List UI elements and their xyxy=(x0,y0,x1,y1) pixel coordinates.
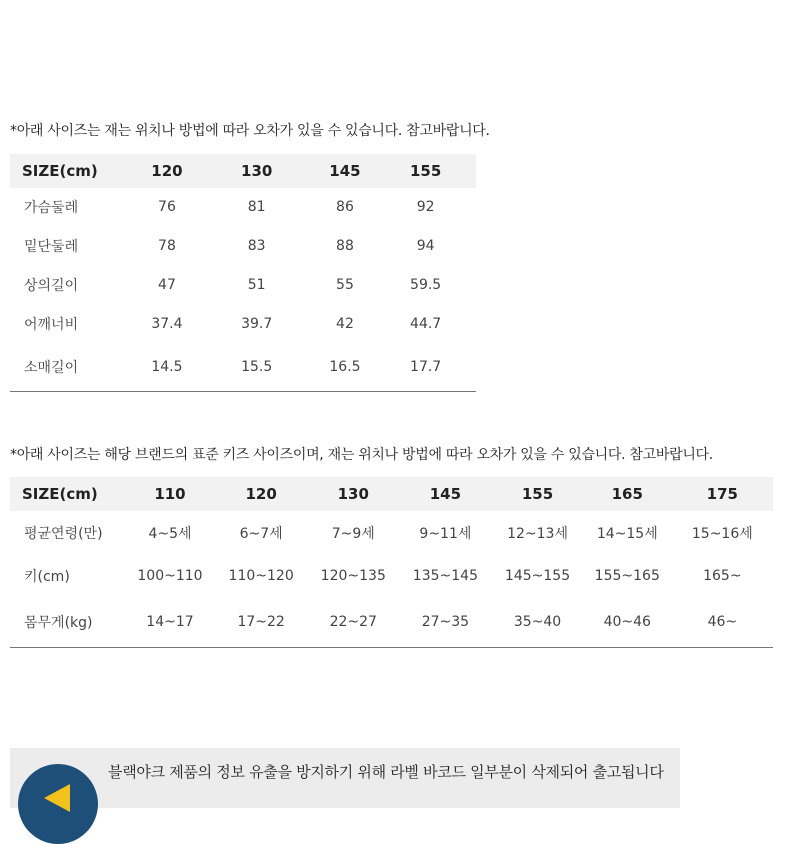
size-note-1: *아래 사이즈는 재는 위치나 방법에 따라 오차가 있을 수 있습니다. 참고바랍니다. xyxy=(10,123,490,139)
table-cell: 키(cm) xyxy=(24,568,70,585)
table-cell: 145~155 xyxy=(504,567,571,584)
table-header-row xyxy=(10,477,773,511)
megaphone-icon xyxy=(18,764,98,844)
table-header-cell: SIZE(cm) xyxy=(10,477,126,511)
table-cell: 51 xyxy=(247,276,266,293)
table-cell: 37.4 xyxy=(151,315,183,332)
table-row xyxy=(10,304,476,343)
table-header-cell: SIZE(cm) xyxy=(10,154,135,188)
table-cell: 12~13세 xyxy=(507,525,568,542)
table-cell: 어깨너비 xyxy=(24,316,79,333)
table-cell: 7~9세 xyxy=(331,525,375,542)
table-row xyxy=(10,188,476,227)
size-table-measurements xyxy=(10,154,476,392)
table-row xyxy=(10,266,476,305)
table-header-cell: 155 xyxy=(375,154,476,188)
table-cell: 14~15세 xyxy=(596,525,658,542)
table-header-cell: 120 xyxy=(135,154,198,188)
table-cell: 상의길이 xyxy=(24,277,79,294)
barcode-notice xyxy=(10,748,680,808)
table-cell: 몸무게(kg) xyxy=(24,615,93,631)
table-header-cell: 130 xyxy=(308,477,399,511)
table-header-cell: 130 xyxy=(199,154,315,188)
table-cell: 83 xyxy=(247,238,266,255)
table-header-cell: 110 xyxy=(126,477,215,511)
table-cell: 27~35 xyxy=(421,614,470,630)
table-cell: 76 xyxy=(158,199,176,216)
table-row xyxy=(10,554,773,597)
table-cell: 155~165 xyxy=(594,567,660,584)
table-cell: 밑단둘레 xyxy=(24,239,79,256)
table-cell: 165~ xyxy=(703,567,742,584)
table-header-cell: 145 xyxy=(399,477,493,511)
table-cell: 39.7 xyxy=(241,315,273,332)
table-cell: 15.5 xyxy=(241,359,273,376)
table-cell: 88 xyxy=(336,238,354,255)
table-row xyxy=(10,343,476,392)
table-cell: 120~135 xyxy=(320,567,386,584)
table-header-cell: 165 xyxy=(583,477,672,511)
table-cell: 55 xyxy=(336,276,354,293)
table-cell: 22~27 xyxy=(329,614,377,630)
table-row xyxy=(10,511,773,554)
size-note-2: *아래 사이즈는 해당 브랜드의 표준 키즈 사이즈이며, 재는 위치나 방법에 따라 오차가 있을 수 있습니다. 참고바랍니다. xyxy=(10,447,713,463)
notice-text: 블랙야크 제품의 정보 유출을 방지하기 위해 라벨 바코드 일부분이 삭제되어 출고됩니다 xyxy=(108,763,664,781)
table-cell: 17.7 xyxy=(410,359,442,376)
table-header-cell: 155 xyxy=(492,477,583,511)
table-header-cell: 145 xyxy=(315,154,376,188)
table-cell: 17~22 xyxy=(237,614,285,630)
table-cell: 44.7 xyxy=(410,315,442,332)
table-row xyxy=(10,227,476,266)
table-cell: 6~7세 xyxy=(239,525,283,542)
table-row xyxy=(10,597,773,648)
table-cell: 가슴둘레 xyxy=(24,200,79,217)
table-cell: 81 xyxy=(247,199,266,216)
table-cell: 92 xyxy=(416,199,435,216)
table-cell: 40~46 xyxy=(603,614,651,630)
table-header-row xyxy=(10,154,476,188)
size-table-standard xyxy=(10,477,773,648)
table-cell: 86 xyxy=(336,199,354,216)
table-cell: 15~16세 xyxy=(691,525,753,542)
table-cell: 59.5 xyxy=(410,276,442,293)
table-cell: 4~5세 xyxy=(148,525,192,542)
table-cell: 소매길이 xyxy=(24,360,79,377)
table-cell: 14.5 xyxy=(151,359,183,376)
table-cell: 110~120 xyxy=(228,567,294,584)
table-header-cell: 120 xyxy=(214,477,308,511)
table-cell: 9~11세 xyxy=(419,525,472,542)
table-cell: 78 xyxy=(158,238,176,255)
table-cell: 14~17 xyxy=(146,614,194,630)
table-cell: 16.5 xyxy=(329,359,361,376)
table-header-cell: 175 xyxy=(672,477,773,511)
table-cell: 46~ xyxy=(707,614,738,630)
table-cell: 100~110 xyxy=(137,567,203,584)
table-cell: 35~40 xyxy=(513,614,562,630)
table-cell: 94 xyxy=(416,238,435,255)
table-cell: 42 xyxy=(336,315,354,332)
table-cell: 평균연령(만) xyxy=(24,525,103,542)
table-cell: 47 xyxy=(158,276,176,293)
table-cell: 135~145 xyxy=(412,567,478,584)
